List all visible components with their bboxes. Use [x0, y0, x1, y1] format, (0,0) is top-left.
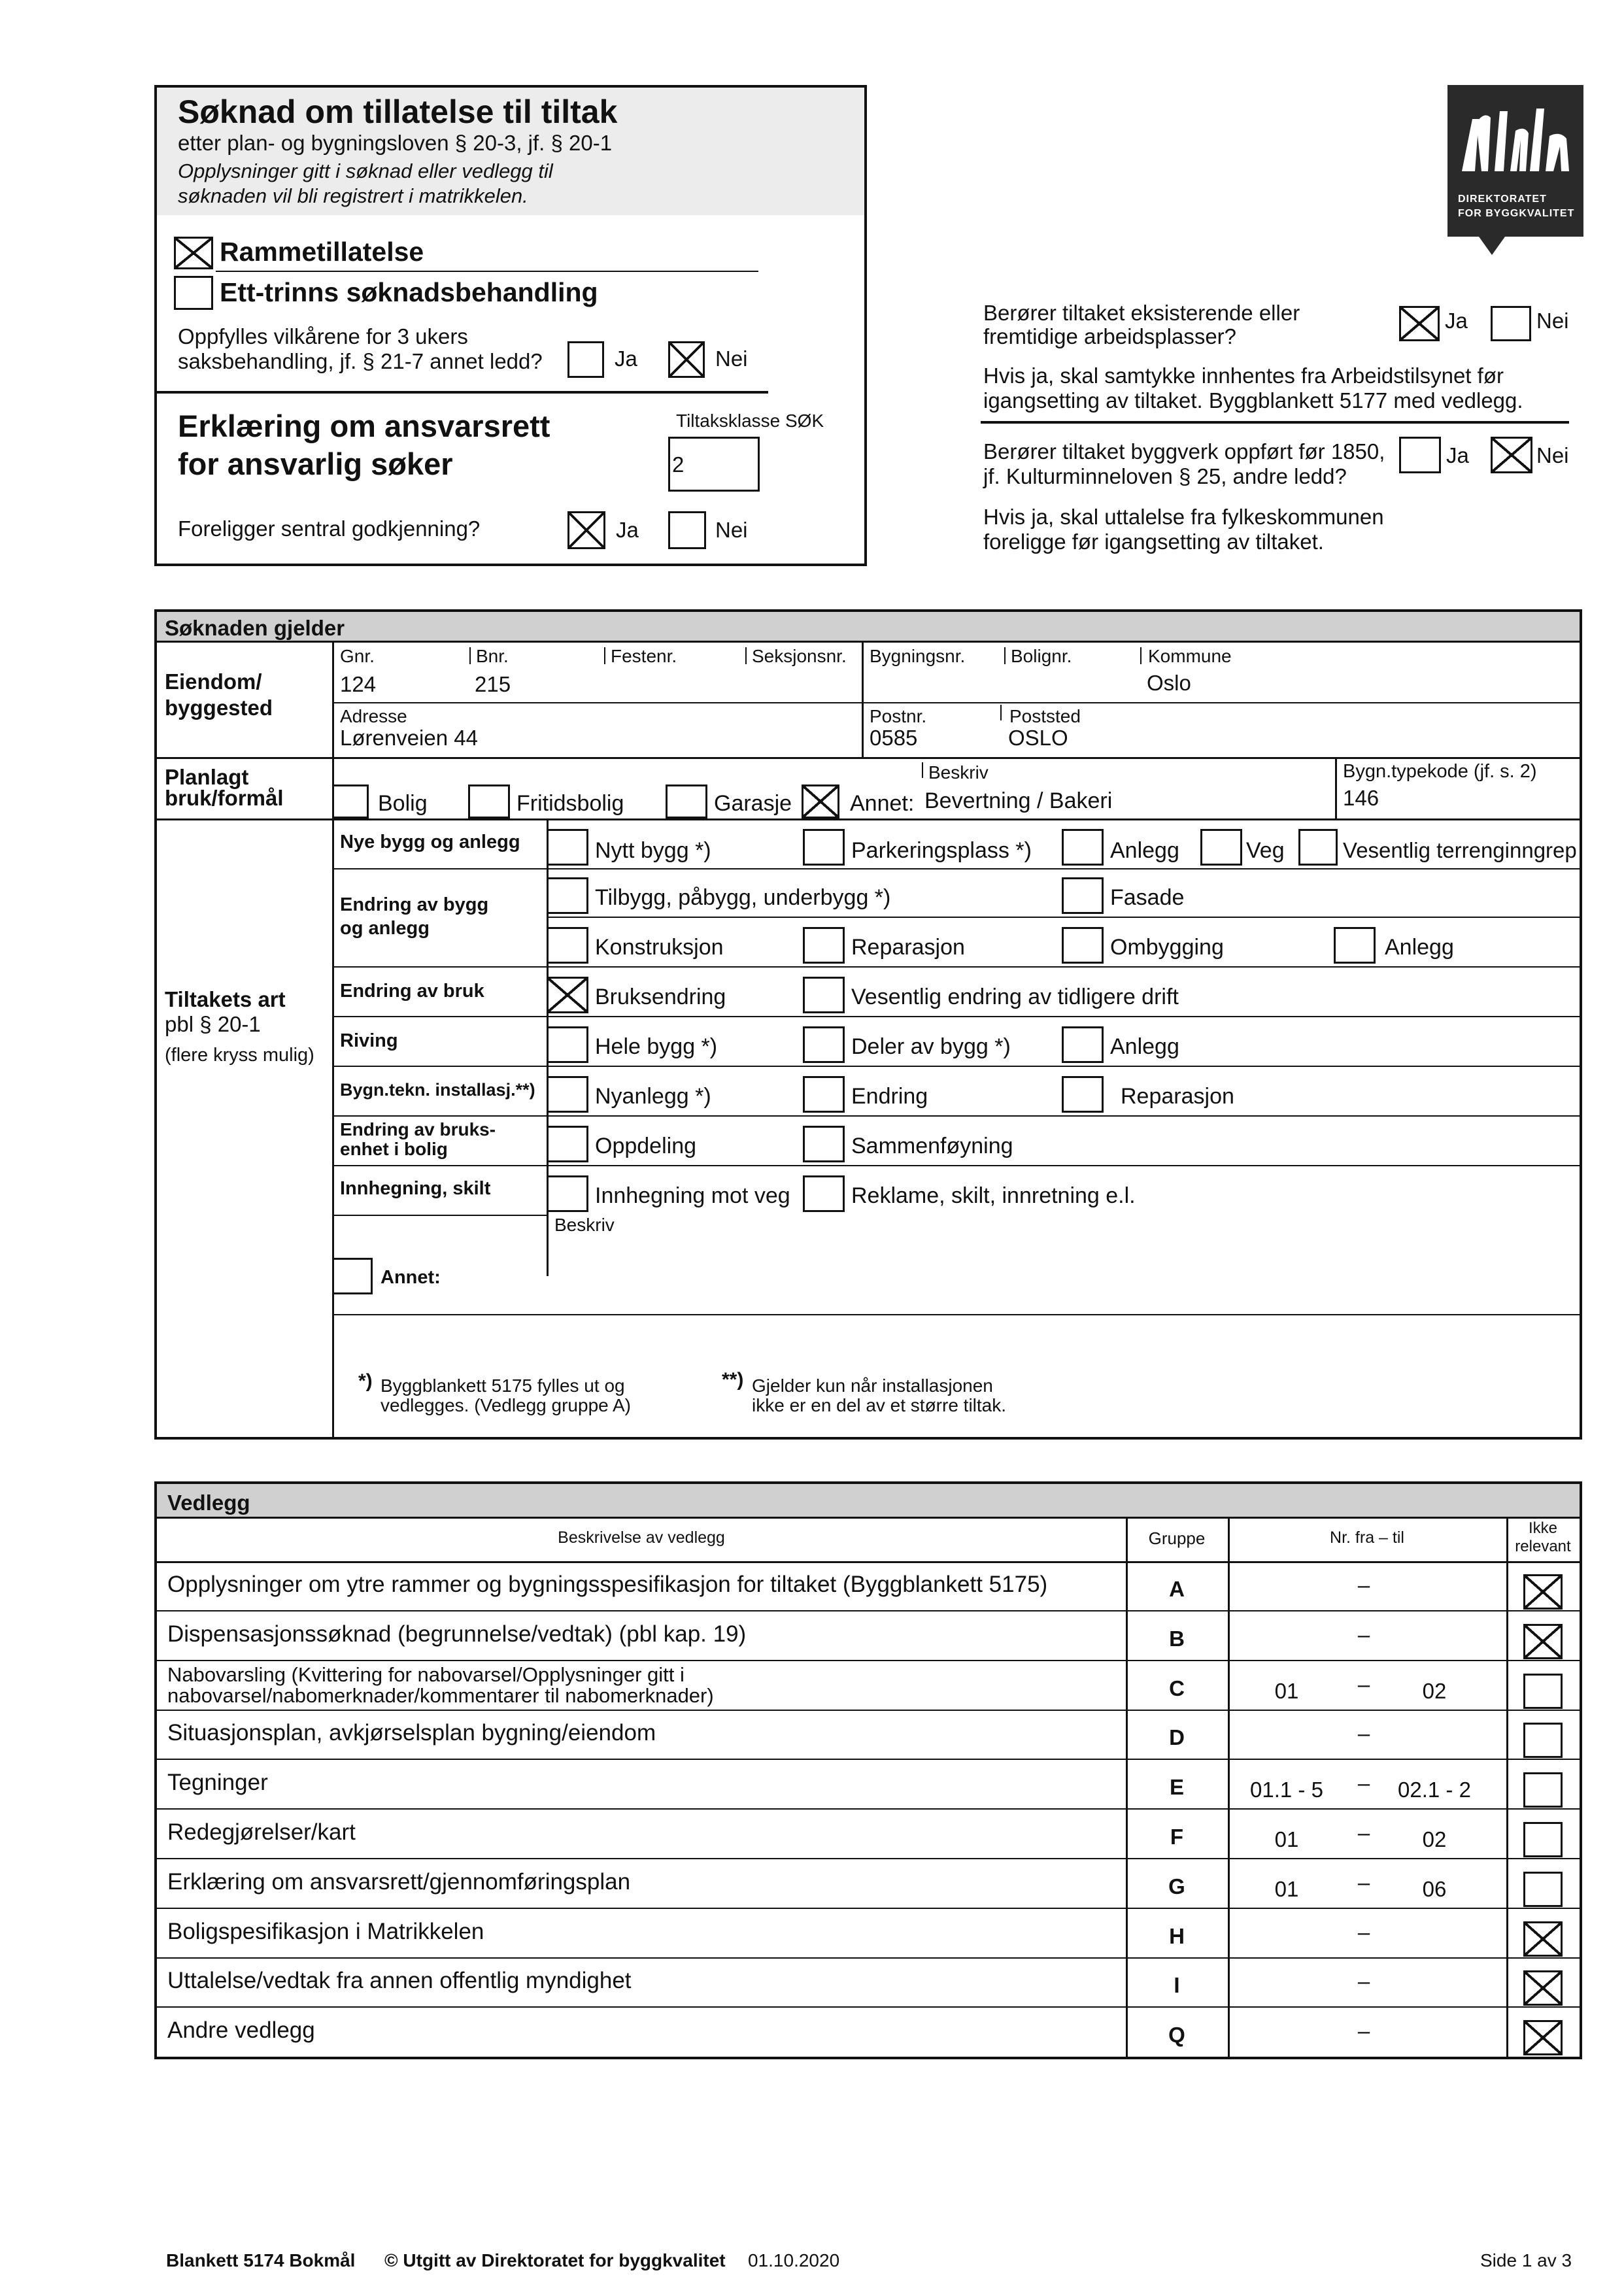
terreng-checkbox[interactable]	[1298, 829, 1338, 866]
rule	[1000, 705, 1002, 720]
bruksenhet-label-2: enhet i bolig	[340, 1139, 448, 1159]
page-title: Søknad om tillatelse til tiltak	[178, 93, 618, 130]
vedlegg-row-dash: –	[1357, 1920, 1370, 1944]
reparasjon-checkbox[interactable]	[803, 927, 845, 964]
divider	[157, 391, 768, 394]
vedlegg-row-group: Q	[1168, 2023, 1185, 2047]
vedlegg-row-rule	[157, 1808, 1580, 1810]
bygningsnr-label: Bygningsnr.	[870, 646, 966, 666]
reparasjon-label: Reparasjon	[851, 935, 965, 960]
vedlegg-row-group: D	[1169, 1725, 1185, 1749]
vedlegg-row-group: I	[1174, 1973, 1180, 1997]
central-nei-checkbox[interactable]	[668, 511, 706, 549]
vedlegg-row-dash: –	[1357, 1870, 1370, 1895]
footer-page: Side 1 av 3	[1480, 2250, 1572, 2270]
bygn-typekode-value[interactable]: 146	[1343, 786, 1379, 810]
soknaden-title: Søknaden gjelder	[165, 616, 345, 640]
rammetillatelse-label: Rammetillatelse	[220, 237, 424, 267]
responsibility-heading: Erklæring om ansvarsrett	[178, 409, 550, 443]
footer-form: Blankett 5174 Bokmål	[166, 2250, 356, 2270]
vedlegg-row-from[interactable]: 01.1 - 5	[1250, 1778, 1323, 1802]
innhegning-veg-checkbox[interactable]	[547, 1175, 588, 1212]
rule	[1335, 757, 1337, 820]
vedlegg-row-group: F	[1170, 1825, 1184, 1849]
vedlegg-row-dash: –	[1357, 1672, 1370, 1696]
rule	[157, 1561, 1580, 1563]
rule	[332, 868, 1580, 869]
workplaces-ja-label: Ja	[1445, 309, 1468, 333]
vedlegg-row-group: C	[1169, 1676, 1185, 1700]
vedlegg-row-not-relevant-checkbox[interactable]	[1523, 1970, 1563, 2006]
central-ja-label: Ja	[616, 518, 639, 542]
workplaces-info: Hvis ja, skal samtykke innhentes fra Arbeidstilsynet før	[983, 363, 1504, 388]
vedlegg-row-desc: Dispensasjonssøknad (begrunnelse/vedtak) (pbl kap. 19)	[167, 1621, 747, 1647]
tiltaksklasse-value: 2	[672, 452, 685, 477]
fasade-checkbox[interactable]	[1062, 877, 1104, 914]
rule	[1004, 647, 1006, 664]
nyanlegg-label: Nyanlegg *)	[595, 1084, 711, 1109]
tiltak-label-2: pbl § 20-1	[165, 1012, 261, 1036]
vedlegg-row-group: E	[1169, 1775, 1184, 1799]
heritage-ja-label: Ja	[1446, 443, 1469, 467]
vedlegg-row-desc: Nabovarsling (Kvittering for nabovarsel/Opplysninger gitt i	[167, 1663, 685, 1686]
heritage-question: Berører tiltaket byggverk oppført før 1850,	[983, 439, 1385, 464]
bolig-label: Bolig	[378, 791, 428, 816]
rule	[332, 1215, 548, 1216]
kommune-label: Kommune	[1148, 646, 1232, 666]
tiltaksklasse-label: Tiltaksklasse SØK	[676, 411, 824, 431]
col-header-ikke-2: relevant	[1515, 1538, 1571, 1555]
three-weeks-ja-label: Ja	[615, 346, 637, 371]
planlagt-label: Planlagt	[165, 765, 249, 789]
innhegning-veg-label: Innhegning mot veg	[595, 1183, 790, 1208]
footer-date: 01.10.2020	[748, 2250, 840, 2270]
ett-trinns-label: Ett-trinns søknadsbehandling	[220, 277, 598, 307]
rule	[157, 641, 1580, 643]
vedlegg-row-not-relevant-checkbox[interactable]	[1523, 1772, 1563, 1808]
workplaces-nei-label: Nei	[1536, 309, 1569, 333]
nytt-bygg-label: Nytt bygg *)	[595, 838, 711, 863]
heritage-nei-checkbox[interactable]	[1491, 437, 1532, 473]
parkeringsplass-checkbox[interactable]	[803, 829, 845, 866]
ombygging-checkbox[interactable]	[1062, 927, 1104, 964]
nyanlegg-checkbox[interactable]	[547, 1076, 588, 1113]
vedlegg-row-from[interactable]: 01	[1274, 1827, 1299, 1851]
anlegg-label: Anlegg	[1110, 838, 1179, 863]
logo-tab-icon	[1479, 237, 1505, 255]
registration-note-2: søknaden vil bli registrert i matrikkelen.	[178, 184, 528, 207]
gnr-label: Gnr.	[340, 646, 375, 666]
tilbygg-label: Tilbygg, påbygg, underbygg *)	[595, 885, 891, 910]
innhegning-label: Innhegning, skilt	[340, 1178, 491, 1199]
vedlegg-row-desc: Situasjonsplan, avkjørselsplan bygning/eiendom	[167, 1720, 656, 1746]
seksjonsnr-label: Seksjonsnr.	[752, 646, 847, 666]
vedlegg-row-rule	[157, 1610, 1580, 1611]
vedlegg-row-rule	[157, 1710, 1580, 1711]
anlegg2-label: Anlegg	[1385, 935, 1454, 960]
parkeringsplass-label: Parkeringsplass *)	[851, 838, 1032, 863]
footnote-2-2: ikke er en del av et større tiltak.	[752, 1395, 1007, 1415]
vedlegg-row-dash: –	[1357, 2019, 1370, 2043]
oppdeling-checkbox[interactable]	[547, 1126, 588, 1162]
konstruksjon-checkbox[interactable]	[547, 927, 588, 964]
vedlegg-row-not-relevant-checkbox[interactable]	[1523, 1723, 1563, 1758]
rule	[1140, 647, 1142, 664]
vedlegg-row-dash: –	[1357, 1821, 1370, 1845]
footnote-2: Gjelder kun når installasjonen	[752, 1375, 993, 1396]
garasje-checkbox[interactable]	[666, 784, 707, 818]
central-ja-checkbox[interactable]	[567, 511, 605, 549]
vedlegg-row-rule	[157, 1908, 1580, 1909]
footnote-1-2: vedlegges. (Vedlegg gruppe A)	[381, 1395, 631, 1415]
vedlegg-row-desc: Opplysninger om ytre rammer og bygningsspesifikasjon for tiltaket (Byggblankett 5175)	[167, 1572, 1048, 1597]
bolig-checkbox[interactable]	[332, 784, 369, 818]
heritage-ja-checkbox[interactable]	[1399, 437, 1441, 473]
vedlegg-row-rule	[157, 1957, 1580, 1959]
divider	[981, 421, 1569, 424]
nye-bygg-label: Nye bygg og anlegg	[340, 832, 520, 852]
three-weeks-nei-checkbox[interactable]	[668, 341, 705, 378]
vedlegg-row-group: B	[1169, 1627, 1185, 1651]
footer-publisher: © Utgitt av Direktoratet for byggkvalitet	[384, 2250, 726, 2270]
endring-bygg-label-2: og anlegg	[340, 918, 430, 939]
fritidsbolig-label: Fritidsbolig	[516, 791, 624, 816]
poststed-value[interactable]: OSLO	[1008, 726, 1068, 750]
festenr-label: Festenr.	[611, 646, 677, 666]
heritage-question-2: jf. Kulturminneloven § 25, andre ledd?	[983, 464, 1347, 488]
rule	[332, 1066, 1580, 1067]
planlagt-label-2: bruk/formål	[165, 786, 284, 810]
vedlegg-row-to[interactable]: 02.1 - 2	[1398, 1778, 1471, 1802]
veg-label: Veg	[1246, 838, 1285, 863]
fritidsbolig-checkbox[interactable]	[468, 784, 510, 818]
divider	[216, 271, 758, 272]
rule	[1126, 1517, 1128, 2057]
registration-note: Opplysninger gitt i søknad eller vedlegg til	[178, 160, 553, 182]
vedlegg-row-group: G	[1168, 1874, 1185, 1898]
vedlegg-row-desc-2: nabovarsel/nabomerknader/kommentarer til nabomerknader)	[167, 1684, 714, 1707]
bnr-value[interactable]: 215	[475, 672, 511, 696]
postnr-value[interactable]: 0585	[870, 726, 918, 750]
three-weeks-question: Oppfylles vilkårene for 3 ukers	[178, 324, 468, 348]
bruksendring-label: Bruksendring	[595, 985, 726, 1009]
endring-bruk-label: Endring av bruk	[340, 981, 484, 1002]
vedlegg-row-rule	[157, 1858, 1580, 1859]
vedlegg-title: Vedlegg	[167, 1491, 250, 1515]
rule	[745, 647, 747, 664]
sammenfoyning-checkbox[interactable]	[803, 1126, 845, 1162]
building-logo-icon	[1447, 85, 1583, 196]
heritage-info-2: foreligge før igangsetting av tiltaket.	[983, 530, 1324, 554]
bygn-tekn-label: Bygn.tekn. installasj.**)	[340, 1080, 535, 1100]
footnote-1: Byggblankett 5175 fylles ut og	[381, 1375, 625, 1396]
gnr-value[interactable]: 124	[340, 672, 377, 696]
col-header-ikke: Ikke	[1528, 1519, 1557, 1537]
deler-bygg-checkbox[interactable]	[803, 1026, 845, 1063]
vedlegg-row-not-relevant-checkbox[interactable]	[1523, 1872, 1563, 1907]
bnr-label: Bnr.	[476, 646, 509, 666]
footnote-2-mark: **)	[722, 1369, 744, 1391]
workplaces-question: Berører tiltaket eksisterende eller	[983, 301, 1300, 325]
footnote-1-mark: *)	[358, 1370, 373, 1392]
workplaces-info-2: igangsetting av tiltaket. Byggblankett 5177 med vedlegg.	[983, 388, 1523, 413]
vedlegg-row-not-relevant-checkbox[interactable]	[1523, 1921, 1563, 1957]
adresse-value[interactable]: Lørenveien 44	[340, 726, 478, 750]
fasade-label: Fasade	[1110, 885, 1185, 910]
vedlegg-row-to[interactable]: 02	[1422, 1679, 1447, 1703]
vedlegg-row-dash: –	[1357, 1771, 1370, 1795]
vedlegg-section-header	[157, 1484, 1580, 1517]
workplaces-nei-checkbox[interactable]	[1491, 306, 1531, 341]
reklame-checkbox[interactable]	[803, 1175, 845, 1212]
vedlegg-row-dash: –	[1357, 1623, 1370, 1647]
responsibility-heading-2: for ansvarlig søker	[178, 447, 453, 481]
vedlegg-row-not-relevant-checkbox[interactable]	[1523, 2020, 1563, 2055]
logo-text: DIREKTORATET	[1458, 194, 1547, 205]
tiltak-annet-label: Annet:	[381, 1267, 441, 1288]
three-weeks-nei-label: Nei	[715, 346, 748, 371]
three-weeks-ja-checkbox[interactable]	[567, 341, 604, 378]
anlegg2-checkbox[interactable]	[1334, 927, 1376, 964]
vesentlig-endring-checkbox[interactable]	[803, 977, 845, 1013]
endring-checkbox[interactable]	[803, 1076, 845, 1113]
bolignr-label: Bolignr.	[1011, 646, 1072, 666]
vedlegg-row-dash: –	[1357, 1721, 1370, 1746]
soknaden-section-header	[157, 612, 1580, 641]
ombygging-label: Ombygging	[1110, 935, 1224, 960]
rule	[1506, 1517, 1508, 2057]
postnr-label: Postnr.	[870, 706, 927, 726]
rule	[862, 641, 864, 757]
adresse-label: Adresse	[340, 706, 407, 726]
vedlegg-row-desc: Boligspesifikasjon i Matrikkelen	[167, 1919, 484, 1944]
vedlegg-row-desc: Redegjørelser/kart	[167, 1819, 356, 1845]
reparasjon2-label: Reparasjon	[1121, 1084, 1234, 1109]
garasje-label: Garasje	[714, 791, 792, 816]
vedlegg-row-not-relevant-checkbox[interactable]	[1523, 1574, 1563, 1610]
anlegg3-checkbox[interactable]	[1062, 1026, 1104, 1063]
anlegg3-label: Anlegg	[1110, 1034, 1179, 1059]
rule	[157, 1517, 1580, 1519]
annet-value[interactable]: Bevertning / Bakeri	[924, 788, 1113, 813]
reklame-label: Reklame, skilt, innretning e.l.	[851, 1183, 1136, 1208]
heritage-info: Hvis ja, skal uttalelse fra fylkeskommunen	[983, 505, 1384, 529]
logo-text-2: FOR BYGGKVALITET	[1458, 208, 1575, 219]
vedlegg-row-to[interactable]: 06	[1422, 1877, 1447, 1901]
dibk-logo	[1447, 85, 1583, 237]
poststed-label: Poststed	[1009, 706, 1081, 726]
beskriv-label: Beskriv	[928, 762, 989, 783]
konstruksjon-label: Konstruksjon	[595, 935, 724, 960]
vedlegg-row-from[interactable]: 01	[1274, 1877, 1299, 1901]
three-weeks-question-2: saksbehandling, jf. § 21-7 annet ledd?	[178, 349, 543, 373]
terreng-label: Vesentlig terrenginngrep	[1343, 838, 1577, 862]
vedlegg-row-not-relevant-checkbox[interactable]	[1523, 1624, 1563, 1659]
bygn-typekode-label: Bygn.typekode (jf. s. 2)	[1343, 761, 1537, 782]
eiendom-label-2: byggested	[165, 696, 273, 720]
kommune-value[interactable]: Oslo	[1147, 671, 1191, 695]
eiendom-label: Eiendom/	[165, 669, 262, 694]
annet-checkbox[interactable]	[802, 784, 839, 818]
endring-label: Endring	[851, 1084, 928, 1109]
vesentlig-endring-label: Vesentlig endring av tidligere drift	[851, 985, 1179, 1009]
tilbygg-checkbox[interactable]	[547, 877, 588, 914]
vedlegg-row-group: A	[1169, 1577, 1185, 1601]
vedlegg-row-not-relevant-checkbox[interactable]	[1523, 1822, 1563, 1857]
rule	[332, 1115, 1580, 1117]
vedlegg-row-group: H	[1169, 1924, 1185, 1948]
workplaces-question-2: fremtidige arbeidsplasser?	[983, 324, 1237, 348]
rule	[332, 641, 334, 1437]
rule	[157, 757, 1580, 759]
central-nei-label: Nei	[715, 518, 748, 542]
vedlegg-row-desc: Erklæring om ansvarsrett/gjennomføringsplan	[167, 1869, 631, 1895]
vedlegg-row-desc: Tegninger	[167, 1770, 268, 1795]
col-header-nr: Nr. fra – til	[1330, 1528, 1404, 1547]
vedlegg-row-rule	[157, 1660, 1580, 1661]
nytt-bygg-checkbox[interactable]	[547, 829, 588, 866]
rule	[469, 647, 471, 664]
annet-label: Annet:	[850, 791, 915, 816]
vedlegg-row-not-relevant-checkbox[interactable]	[1523, 1674, 1563, 1709]
rule	[332, 702, 1580, 703]
bruksenhet-label: Endring av bruks-	[340, 1119, 496, 1139]
rule	[332, 966, 1580, 968]
hele-bygg-checkbox[interactable]	[547, 1026, 588, 1063]
endring-bygg-label: Endring av bygg	[340, 894, 489, 915]
deler-bygg-label: Deler av bygg *)	[851, 1034, 1011, 1059]
vedlegg-row-dash: –	[1357, 1573, 1370, 1597]
anlegg-checkbox[interactable]	[1062, 829, 1104, 866]
tiltak-annet-description[interactable]	[549, 1237, 1578, 1275]
rule	[157, 818, 1580, 820]
central-approval-question: Foreligger sentral godkjenning?	[178, 516, 481, 541]
rule	[922, 762, 923, 778]
page-subtitle: etter plan- og bygningsloven § 20-3, jf. § 20-1	[178, 131, 613, 155]
rule	[604, 647, 605, 664]
riving-label: Riving	[340, 1030, 398, 1051]
tiltak-beskriv-label: Beskriv	[554, 1215, 615, 1235]
ett-trinns-checkbox[interactable]	[174, 276, 213, 310]
col-header-gruppe: Gruppe	[1148, 1528, 1206, 1548]
reparasjon2-checkbox[interactable]	[1062, 1076, 1104, 1113]
bruksendring-checkbox[interactable]	[547, 977, 588, 1013]
sammenfoyning-label: Sammenføyning	[851, 1134, 1013, 1158]
vedlegg-row-dash: –	[1357, 1969, 1370, 1993]
heritage-nei-label: Nei	[1536, 443, 1569, 467]
vedlegg-row-rule	[157, 2006, 1580, 2008]
vedlegg-row-to[interactable]: 02	[1422, 1827, 1447, 1851]
rammetillatelse-checkbox[interactable]	[174, 237, 213, 269]
hele-bygg-label: Hele bygg *)	[595, 1034, 718, 1059]
oppdeling-label: Oppdeling	[595, 1134, 697, 1158]
veg-checkbox[interactable]	[1200, 829, 1242, 866]
tiltak-annet-checkbox[interactable]	[332, 1258, 373, 1294]
vedlegg-row-from[interactable]: 01	[1274, 1679, 1299, 1703]
rule	[332, 1165, 1580, 1166]
rule	[332, 1016, 1580, 1017]
tiltak-label: Tiltakets art	[165, 987, 286, 1011]
rule	[547, 917, 1580, 918]
vedlegg-row-rule	[157, 1759, 1580, 1760]
col-header-desc: Beskrivelse av vedlegg	[558, 1528, 725, 1547]
vedlegg-row-desc: Andre vedlegg	[167, 2017, 315, 2043]
vedlegg-row-desc: Uttalelse/vedtak fra annen offentlig myndighet	[167, 1968, 632, 1993]
rule	[332, 1314, 1580, 1315]
workplaces-ja-checkbox[interactable]	[1399, 306, 1440, 341]
tiltak-label-3: (flere kryss mulig)	[165, 1045, 314, 1066]
